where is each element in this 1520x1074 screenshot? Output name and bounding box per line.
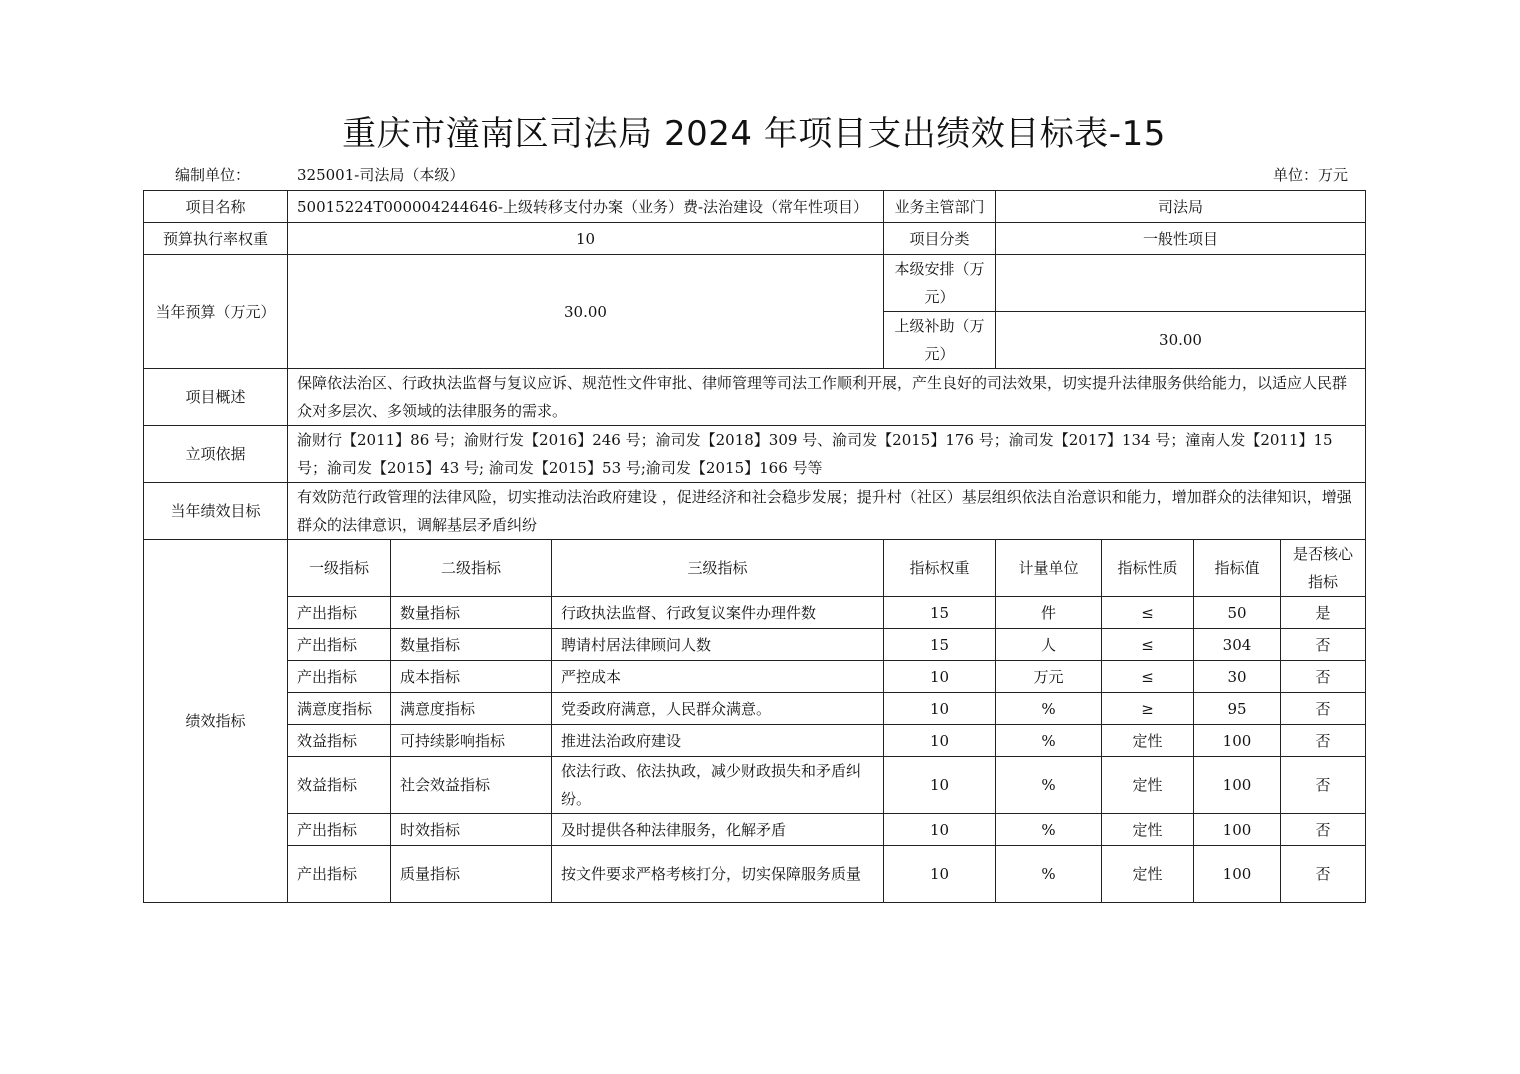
unit-cell: 万元 (996, 661, 1102, 693)
value-cell: 100 (1194, 757, 1281, 814)
weight-cell: 10 (884, 661, 996, 693)
nature-cell: ≤ (1102, 661, 1194, 693)
core-cell: 是 (1281, 597, 1366, 629)
page-title: 重庆市潼南区司法局 2024 年项目支出绩效目标表-15 (342, 114, 1166, 154)
weight-cell: 10 (884, 757, 996, 814)
weight-cell: 10 (884, 846, 996, 903)
table-row (144, 597, 1366, 629)
goal-label: 当年绩效目标 (144, 483, 288, 540)
nature-cell: 定性 (1102, 814, 1194, 846)
value-cell: 100 (1194, 846, 1281, 903)
performance-table (143, 190, 1366, 903)
header-nature: 指标性质 (1102, 540, 1194, 597)
core-cell: 否 (1281, 693, 1366, 725)
core-cell: 否 (1281, 757, 1366, 814)
header-level2: 二级指标 (391, 540, 552, 597)
level1-cell: 产出指标 (288, 814, 391, 846)
table-row (144, 725, 1366, 757)
unit-value: 325001-司法局（本级） (297, 166, 465, 184)
table-row (144, 661, 1366, 693)
subsidy-value: 30.00 (996, 312, 1366, 369)
table-row (144, 629, 1366, 661)
unit-cell: % (996, 693, 1102, 725)
unit-cell: % (996, 725, 1102, 757)
level3-cell: 党委政府满意，人民群众满意。 (552, 693, 884, 725)
overview-value: 保障依法治区、行政执法监督与复议应诉、规范性文件审批、律师管理等司法工作顺利开展，产生良好的司法效果，切实提升法律服务供给能力，以适应人民群众对多层次、多领域的法律服务的需求。 (288, 369, 1366, 426)
goal-value: 有效防范行政管理的法律风险，切实推动法治政府建设 ，促进经济和社会稳步发展；提升村（社区）基层组织依法自治意识和能力，增加群众的法律知识，增强群众的法律意识，调解基层矛盾纠纷 (288, 483, 1366, 540)
level2-cell: 社会效益指标 (391, 757, 552, 814)
value-cell: 50 (1194, 597, 1281, 629)
project-name-value: 50015224T000004244646-上级转移支付办案（业务）费-法治建设（常年性项目） (288, 191, 884, 223)
indicators-label: 绩效指标 (144, 540, 288, 903)
local-label: 本级安排（万元） (884, 255, 996, 312)
value-cell: 304 (1194, 629, 1281, 661)
level3-cell: 聘请村居法律顾问人数 (552, 629, 884, 661)
currency-label: 单位：万元 (1273, 166, 1349, 184)
level3-cell: 依法行政、依法执政，减少财政损失和矛盾纠纷。 (552, 757, 884, 814)
weight-cell: 10 (884, 693, 996, 725)
level1-cell: 产出指标 (288, 597, 391, 629)
table-row (144, 846, 1366, 903)
overview-label: 项目概述 (144, 369, 288, 426)
header-value: 指标值 (1194, 540, 1281, 597)
basis-label: 立项依据 (144, 426, 288, 483)
unit-cell: % (996, 757, 1102, 814)
basis-value: 渝财行【2011】86 号；渝财行发【2016】246 号；渝司发【2018】309 号、渝司发【2015】176 号；渝司发【2017】134 号；潼南人发【2011】15 号；渝司发【2015】43 号; 渝司发【2015】53 号;渝司发【2015】166 号等 (288, 426, 1366, 483)
category-value: 一般性项目 (996, 223, 1366, 255)
level1-cell: 满意度指标 (288, 693, 391, 725)
local-value (996, 255, 1366, 312)
unit-cell: % (996, 814, 1102, 846)
header-unit: 计量单位 (996, 540, 1102, 597)
core-cell: 否 (1281, 629, 1366, 661)
weight-cell: 15 (884, 597, 996, 629)
level1-cell: 效益指标 (288, 757, 391, 814)
core-cell: 否 (1281, 846, 1366, 903)
nature-cell: ≤ (1102, 597, 1194, 629)
level1-cell: 产出指标 (288, 661, 391, 693)
header-level3: 三级指标 (552, 540, 884, 597)
dept-label: 业务主管部门 (884, 191, 996, 223)
nature-cell: 定性 (1102, 725, 1194, 757)
category-label: 项目分类 (884, 223, 996, 255)
value-cell: 30 (1194, 661, 1281, 693)
value-cell: 95 (1194, 693, 1281, 725)
weight-label: 预算执行率权重 (144, 223, 288, 255)
table-row (144, 693, 1366, 725)
core-cell: 否 (1281, 814, 1366, 846)
subsidy-label: 上级补助（万元） (884, 312, 996, 369)
nature-cell: 定性 (1102, 846, 1194, 903)
weight-cell: 10 (884, 725, 996, 757)
level3-cell: 推进法治政府建设 (552, 725, 884, 757)
level1-cell: 效益指标 (288, 725, 391, 757)
header-level1: 一级指标 (288, 540, 391, 597)
level2-cell: 满意度指标 (391, 693, 552, 725)
unit-cell: % (996, 846, 1102, 903)
level2-cell: 时效指标 (391, 814, 552, 846)
level3-cell: 严控成本 (552, 661, 884, 693)
unit-label: 编制单位： (175, 166, 251, 184)
table-row (144, 814, 1366, 846)
header-core: 是否核心指标 (1281, 540, 1366, 597)
level2-cell: 成本指标 (391, 661, 552, 693)
unit-cell: 件 (996, 597, 1102, 629)
weight-cell: 10 (884, 814, 996, 846)
value-cell: 100 (1194, 814, 1281, 846)
budget-value: 30.00 (288, 255, 884, 369)
core-cell: 否 (1281, 661, 1366, 693)
nature-cell: ≤ (1102, 629, 1194, 661)
level2-cell: 可持续影响指标 (391, 725, 552, 757)
value-cell: 100 (1194, 725, 1281, 757)
budget-label: 当年预算（万元） (144, 255, 288, 369)
weight-cell: 15 (884, 629, 996, 661)
level3-cell: 行政执法监督、行政复议案件办理件数 (552, 597, 884, 629)
level2-cell: 数量指标 (391, 629, 552, 661)
dept-value: 司法局 (996, 191, 1366, 223)
header-weight: 指标权重 (884, 540, 996, 597)
level2-cell: 质量指标 (391, 846, 552, 903)
nature-cell: ≥ (1102, 693, 1194, 725)
unit-cell: 人 (996, 629, 1102, 661)
nature-cell: 定性 (1102, 757, 1194, 814)
level3-cell: 按文件要求严格考核打分，切实保障服务质量 (552, 846, 884, 903)
level2-cell: 数量指标 (391, 597, 552, 629)
project-name-label: 项目名称 (144, 191, 288, 223)
core-cell: 否 (1281, 725, 1366, 757)
weight-value: 10 (288, 223, 884, 255)
level1-cell: 产出指标 (288, 846, 391, 903)
level3-cell: 及时提供各种法律服务，化解矛盾 (552, 814, 884, 846)
level1-cell: 产出指标 (288, 629, 391, 661)
table-row (144, 757, 1366, 814)
